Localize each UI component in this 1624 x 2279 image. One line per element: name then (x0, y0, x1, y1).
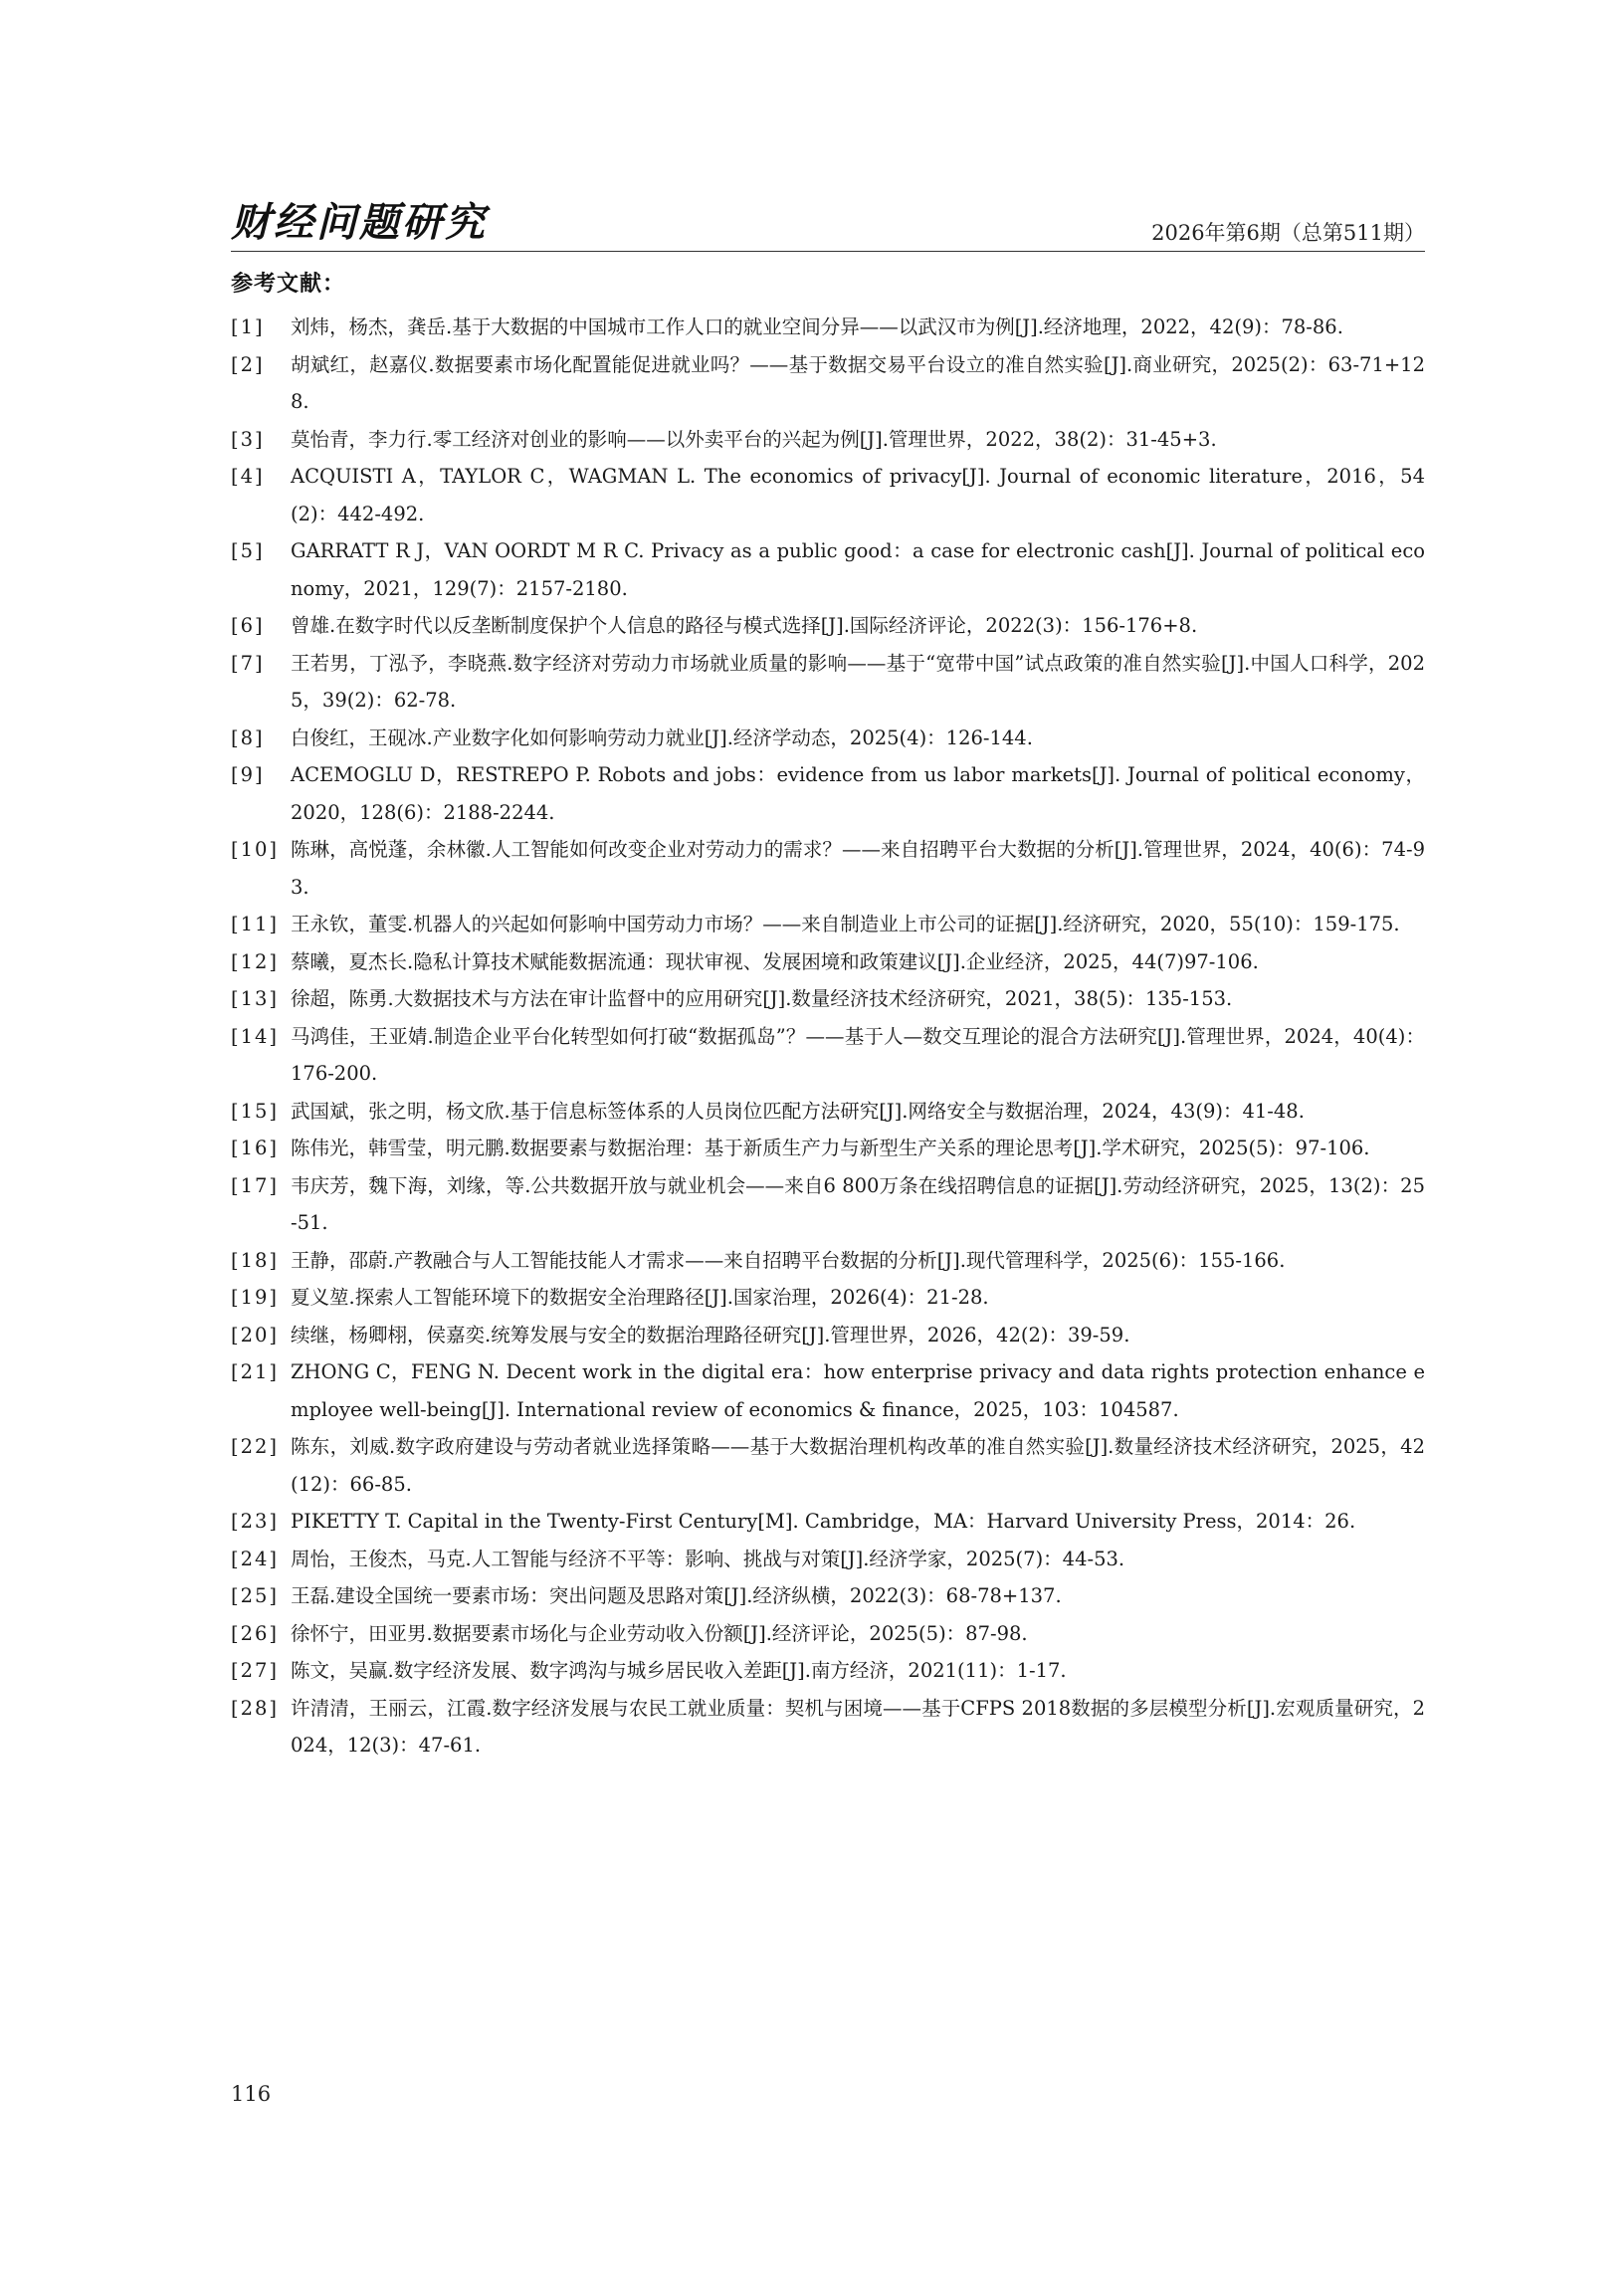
reference-number: [13] (231, 987, 280, 1010)
reference-item (231, 1167, 1425, 1242)
page-number: 116 (231, 2082, 272, 2106)
reference-item (231, 906, 1425, 943)
journal-logo: 财经问题研究 (231, 199, 488, 246)
reference-text: 王永钦，董雯.机器人的兴起如何影响中国劳动力市场？——来自制造业上市公司的证据[J].经济研究，2020，55(10)：159-175. (291, 913, 1400, 935)
reference-text: 曾雄.在数字时代以反垄断制度保护个人信息的路径与模式选择[J].国际经济评论，2022(3)：156-176+8. (291, 614, 1198, 637)
reference-item (231, 1615, 1425, 1653)
reference-text: 刘炜，杨杰，龚岳.基于大数据的中国城市工作人口的就业空间分异——以武汉市为例[J].经济地理，2022，42(9)：78-86. (291, 315, 1343, 338)
reference-text: 周怡，王俊杰，马克.人工智能与经济不平等：影响、挑战与对策[J].经济学家，2025(7)：44-53. (291, 1547, 1125, 1570)
reference-text: 许清清，王丽云，江霞.数字经济发展与农民工就业质量：契机与困境——基于CFPS 2018数据的多层模型分析[J].宏观质量研究，2024，12(3)：47-61. (291, 1696, 1425, 1757)
reference-number: [24] (231, 1547, 280, 1570)
reference-item (231, 1541, 1425, 1578)
reference-text: 蔡曦，夏杰长.隐私计算技术赋能数据流通：现状审视、发展困境和政策建议[J].企业经济，2025，44(7)97-106. (291, 949, 1259, 973)
reference-text: 王磊.建设全国统一要素市场：突出问题及思路对策[J].经济纵横，2022(3)：68-78+137. (291, 1584, 1062, 1607)
header-divider (231, 251, 1425, 252)
reference-number: [5] (231, 539, 265, 562)
reference-number: [11] (231, 913, 280, 935)
reference-item (231, 1652, 1425, 1690)
reference-text: 陈东，刘威.数字政府建设与劳动者就业选择策略——基于大数据治理机构改革的准自然实验[J].数量经济技术经济研究，2025，42(12)：66-85. (291, 1435, 1425, 1496)
reference-text: ACQUISTI A，TAYLOR C，WAGMAN L. The economics of privacy[J]. Journal of economic literature，2016，54(2)：442-492. (291, 465, 1425, 525)
reference-number: [12] (231, 949, 280, 973)
references-heading: 参考文献： (231, 272, 346, 297)
reference-text: 陈琳，高悦蓬，余林徽.人工智能如何改变企业对劳动力的需求？——来自招聘平台大数据的分析[J].管理世界，2024，40(6)：74-93. (291, 838, 1425, 899)
reference-item (231, 1428, 1425, 1503)
reference-item (231, 1242, 1425, 1280)
reference-item (231, 943, 1425, 981)
reference-item (231, 309, 1425, 346)
reference-number: [9] (231, 763, 265, 786)
reference-number: [23] (231, 1510, 280, 1533)
reference-number: [3] (231, 427, 265, 451)
reference-item (231, 645, 1425, 720)
reference-number: [21] (231, 1360, 280, 1383)
reference-number: [28] (231, 1696, 280, 1720)
reference-text: 白俊红，王砚冰.产业数字化如何影响劳动力就业[J].经济学动态，2025(4)：126-144. (291, 725, 1033, 749)
reference-number: [10] (231, 838, 280, 861)
reference-text: 续继，杨卿栩，侯嘉奕.统筹发展与安全的数据治理路径研究[J].管理世界，2026，42(2)：39-59. (291, 1323, 1130, 1347)
reference-item (231, 1503, 1425, 1541)
reference-text: 陈文，吴赢.数字经济发展、数字鸿沟与城乡居民收入差距[J].南方经济，2021(11)：1-17. (291, 1659, 1067, 1682)
reference-number: [17] (231, 1173, 280, 1197)
reference-number: [22] (231, 1435, 280, 1458)
reference-number: [18] (231, 1248, 280, 1272)
reference-number: [8] (231, 725, 265, 749)
reference-text: 夏义堃.探索人工智能环境下的数据安全治理路径[J].国家治理，2026(4)：21-28. (291, 1286, 989, 1309)
reference-number: [20] (231, 1323, 280, 1347)
reference-text: 马鸿佳，王亚婧.制造企业平台化转型如何打破“数据孤岛”？——基于人—数交互理论的混合方法研究[J].管理世界，2024，40(4)：176-200. (291, 1024, 1425, 1085)
reference-number: [15] (231, 1099, 280, 1123)
reference-item (231, 1130, 1425, 1167)
reference-number: [26] (231, 1621, 280, 1645)
reference-item (231, 980, 1425, 1018)
reference-text: 莫怡青，李力行.零工经济对创业的影响——以外卖平台的兴起为例[J].管理世界，2022，38(2)：31-45+3. (291, 427, 1217, 451)
reference-text: 徐怀宁，田亚男.数据要素市场化与企业劳动收入份额[J].经济评论，2025(5)：87-98. (291, 1621, 1028, 1645)
reference-item (231, 421, 1425, 459)
reference-text: 武国斌，张之明，杨文欣.基于信息标签体系的人员岗位匹配方法研究[J].网络安全与数据治理，2024，43(9)：41-48. (291, 1099, 1305, 1123)
reference-text: 陈伟光，韩雪莹，明元鹏.数据要素与数据治理：基于新质生产力与新型生产关系的理论思考[J].学术研究，2025(5)：97-106. (291, 1137, 1370, 1159)
reference-item (231, 458, 1425, 532)
reference-text: ZHONG C，FENG N. Decent work in the digital era：how enterprise privacy and data rights protection enhance employee well-being[J]. International review of economics & finance，2025，103：104587. (291, 1360, 1425, 1421)
reference-number: [6] (231, 614, 265, 637)
reference-number: [27] (231, 1659, 280, 1682)
reference-number: [4] (231, 465, 265, 488)
reference-text: 王若男，丁泓予，李晓燕.数字经济对劳动力市场就业质量的影响——基于“宽带中国”试点政策的准自然实验[J].中国人口科学，2025，39(2)：62-78. (291, 651, 1425, 712)
reference-text: 胡斌红，赵嘉仪.数据要素市场化配置能促进就业吗？——基于数据交易平台设立的准自然实验[J].商业研究，2025(2)：63-71+128. (291, 352, 1425, 413)
reference-item (231, 756, 1425, 831)
reference-text: GARRATT R J，VAN OORDT M R C. Privacy as a public good：a case for electronic cash[J]. Journal of political economy，2021，129(7)：2157-2180. (291, 539, 1425, 600)
reference-item (231, 607, 1425, 645)
reference-text: 韦庆芳，魏下海，刘缘，等.公共数据开放与就业机会——来自6 800万条在线招聘信息的证据[J].劳动经济研究，2025，13(2)：25-51. (291, 1173, 1425, 1234)
reference-number: [25] (231, 1584, 280, 1607)
page-header (231, 197, 1425, 249)
reference-item (231, 720, 1425, 757)
reference-text: 徐超，陈勇.大数据技术与方法在审计监督中的应用研究[J].数量经济技术经济研究，2021，38(5)：135-153. (291, 987, 1233, 1010)
reference-item (231, 1317, 1425, 1354)
reference-text: PIKETTY T. Capital in the Twenty-First Century[M]. Cambridge，MA：Harvard University Press，2014：26. (291, 1510, 1356, 1533)
reference-number: [7] (231, 651, 265, 675)
reference-number: [14] (231, 1024, 280, 1048)
reference-number: [19] (231, 1286, 280, 1309)
reference-text: ACEMOGLU D，RESTREPO P. Robots and jobs：evidence from us labor markets[J]. Journal of political economy，2020，128(6)：2188-2244. (291, 763, 1425, 824)
reference-item (231, 1353, 1425, 1428)
reference-number: [16] (231, 1137, 280, 1159)
reference-item (231, 346, 1425, 421)
reference-item (231, 1577, 1425, 1615)
reference-item (231, 1093, 1425, 1131)
reference-list (231, 309, 1425, 1764)
reference-item (231, 1690, 1425, 1764)
issue-info: 2026年第6期（总第511期） (1151, 221, 1425, 245)
reference-item (231, 831, 1425, 906)
reference-text: 王静，邵蔚.产教融合与人工智能技能人才需求——来自招聘平台数据的分析[J].现代管理科学，2025(6)：155-166. (291, 1248, 1286, 1272)
reference-item (231, 1279, 1425, 1317)
reference-item (231, 1018, 1425, 1093)
reference-number: [1] (231, 315, 265, 338)
reference-item (231, 532, 1425, 607)
reference-number: [2] (231, 352, 265, 376)
